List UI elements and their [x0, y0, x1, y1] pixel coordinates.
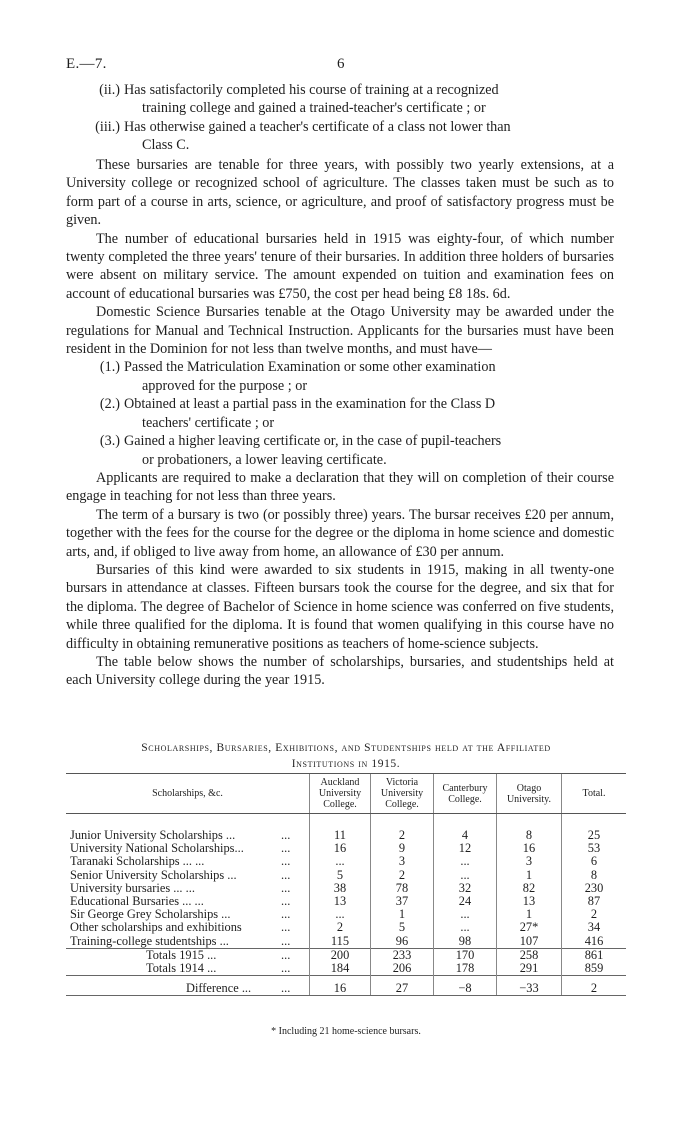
- column-header: Total.: [562, 774, 627, 814]
- table-title: Scholarships, Bursaries, Exhibitions, and Studentships held at the Affiliated Institutions in 1915.: [141, 742, 551, 770]
- table-header-row: [66, 774, 626, 814]
- table-row: Sir George Grey Scholarships ... ... ... 1 ... 1 2: [66, 908, 626, 921]
- paragraph: Domestic Science Bursaries tenable at the Otago University may be awarded under the regulations for Manual and Technical Instruction. Applicants for the bursaries must have been resident in the Dominion for not less than twelve months, and must have—: [66, 304, 614, 358]
- list-a: [66, 81, 614, 155]
- list-item: (1.) Passed the Matriculation Examination or some other examination approved for the purpose ; or: [66, 358, 614, 395]
- page-number: 6: [337, 56, 345, 72]
- scholarships-table: [66, 773, 626, 996]
- list-marker: (ii.): [99, 82, 120, 98]
- table-row: Training-college studentships ... ... 115 96 98 107 416: [66, 935, 626, 949]
- list-marker: (iii.): [95, 118, 120, 135]
- column-header: Canterbury College.: [434, 774, 497, 814]
- totals-row: Totals 1914 ... ... 184 206 178 291 859: [66, 962, 626, 976]
- list-item: (iii.) Has otherwise gained a teacher's certificate of a class not lower than Class C.: [66, 118, 614, 155]
- column-header: Victoria University College.: [371, 774, 434, 814]
- body-text: [66, 156, 614, 690]
- report-reference: E.—7.: [66, 56, 107, 72]
- paragraph: Applicants are required to make a declaration that they will on completion of their course engage in teaching for not less than three years.: [66, 469, 614, 505]
- table-row: Taranaki Scholarships ... ... ... ... 3 ... 3 6: [66, 855, 626, 868]
- table-row: Junior University Scholarships ... ... 11 2 4 8 25: [66, 829, 626, 842]
- paragraph: The term of a bursary is two (or possibly three) years. The bursar receives £20 per annum, together with the fees for the course for the degree or the diploma in home science and domestic arts, and, if obliged to live away from home, an allowance of £30 per annum.: [66, 506, 614, 560]
- paragraph: The number of educational bursaries held in 1915 was eighty-four, of which number twenty completed the three years' tenure of their bursaries. In addition three holders of bursaries were absent on military service. The amount expended on tuition and examination fees on account of educational bursaries was £750, the cost per head being £8 18s. 6d.: [66, 230, 614, 302]
- table-row: Senior University Scholarships ... ... 5 2 ... 1 8: [66, 869, 626, 882]
- list-marker: (1.): [99, 359, 120, 376]
- table-footnote: * Including 21 home-science bursars.: [271, 1026, 421, 1037]
- totals-row: Totals 1915 ... ... 200 233 170 258 861: [66, 948, 626, 962]
- paragraph: These bursaries are tenable for three years, with possibly two yearly extensions, at a University college or recognized school of agriculture. The classes taken must be such as to form part of a course in arts, science, or agriculture, and proof of satisfactory progress must be given.: [66, 157, 614, 229]
- column-header: Otago University.: [497, 774, 562, 814]
- difference-row: Difference ... ... 16 27 −8 −33 2: [66, 982, 626, 996]
- paragraph: Bursaries of this kind were awarded to six students in 1915, making in all twenty-one bursars in attendance at classes. Fifteen bursars took the course for the degree, and six that for the diploma. The degree of Bachelor of Science in home science was conferred on five students, while three qualified for the diploma. It is found that women qualifying in this course have no difficulty in obtaining remunerative positions as teachers of home-science subjects.: [66, 561, 614, 652]
- paragraph: The table below shows the number of scholarships, bursaries, and studentships held at each University college during the year 1915.: [66, 653, 614, 689]
- table-row: Other scholarships and exhibitions ... 2 5 ... 27* 34: [66, 921, 626, 934]
- list-item: (2.) Obtained at least a partial pass in the examination for the Class D teachers' certificate ; or: [66, 395, 614, 432]
- table-row: Educational Bursaries ... ... ... 13 37 24 13 87: [66, 895, 626, 908]
- table-row: University National Scholarships... ... 16 9 12 16 53: [66, 842, 626, 855]
- list-marker: (2.): [99, 396, 120, 413]
- column-header: Auckland University College.: [310, 774, 371, 814]
- list-item: (3.) Gained a higher leaving certificate or, in the case of pupil-teachers or probationers, a lower leaving certificate.: [66, 432, 614, 469]
- table-row: University bursaries ... ... ... 38 78 32 82 230: [66, 882, 626, 895]
- column-header: Scholarships, &c.: [66, 774, 310, 814]
- list-item: (ii.) Has satisfactorily completed his course of training at a recognized training college and gained a trained-teacher's certificate ; or: [66, 81, 614, 118]
- list-marker: (3.): [99, 433, 120, 450]
